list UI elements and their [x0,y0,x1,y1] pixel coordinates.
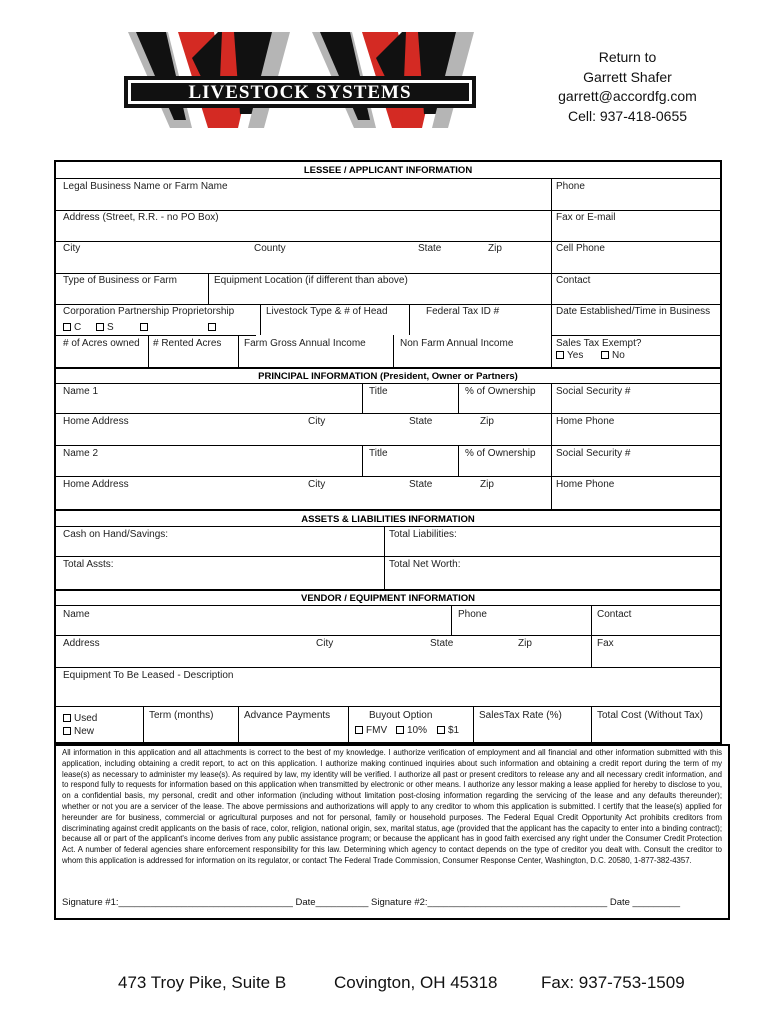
acres-owned-field[interactable]: # of Acres owned [63,338,140,349]
phone-field[interactable]: Phone [556,181,585,192]
address-field[interactable]: Address (Street, R.R. - no PO Box) [63,212,219,223]
vendor-contact-field[interactable]: Contact [597,609,632,620]
county-field[interactable]: County [254,243,286,254]
equipment-location-field[interactable]: Equipment Location (if different than above) [214,275,408,286]
vendor-city-field[interactable]: City [316,638,334,649]
farm-income-field[interactable]: Farm Gross Annual Income [244,338,366,349]
principal-name1-field[interactable]: Name 1 [63,386,99,397]
sales-tax-rate-field[interactable]: SalesTax Rate (%) [479,710,562,721]
checkbox-s[interactable] [96,323,104,331]
buyout-option-label: Buyout Option [369,710,433,721]
livestock-systems-logo [122,28,492,140]
principal-city2-field[interactable]: City [308,479,326,490]
net-worth-field[interactable]: Total Net Worth: [389,559,461,570]
checkbox-1dollar[interactable] [437,726,445,734]
livestock-field[interactable]: Livestock Type & # of Head [266,306,388,317]
buyout-1dollar-option[interactable]: $1 [437,725,459,736]
condition-new-option[interactable]: New [63,726,94,737]
advance-payments-field[interactable]: Advance Payments [244,710,331,721]
checkbox-used[interactable] [63,714,71,722]
principal-header: PRINCIPAL INFORMATION (President, Owner or Partners) [258,371,518,382]
principal-home-address1-field[interactable]: Home Address [63,416,129,427]
vendor-name-field[interactable]: Name [63,609,90,620]
type-business-field[interactable]: Type of Business or Farm [63,275,177,286]
checkbox-proprietorship[interactable] [208,323,216,331]
cell-phone-field[interactable]: Cell Phone [556,243,605,254]
checkbox-c[interactable] [63,323,71,331]
total-liabilities-field[interactable]: Total Liabilities: [389,529,457,540]
principal-ownership1-field[interactable]: % of Ownership [465,386,536,397]
fax-email-field[interactable]: Fax or E-mail [556,212,616,223]
return-to-cell: Cell: 937-418-0655 [567,107,688,124]
state-field[interactable]: State [418,243,442,254]
entity-proprietorship-option[interactable] [208,322,219,333]
checkbox-10pct[interactable] [396,726,404,734]
city-field[interactable]: City [63,243,81,254]
principal-home-phone2-field[interactable]: Home Phone [556,479,615,490]
principal-state2-field[interactable]: State [409,479,433,490]
buyout-10pct-option[interactable]: 10% [396,725,427,736]
equipment-description-field[interactable]: Equipment To Be Leased - Description [63,670,234,681]
vendor-address-field[interactable]: Address [63,638,100,649]
legal-name-field[interactable]: Legal Business Name or Farm Name [63,181,228,192]
return-to-block [540,48,715,126]
sales-tax-yes[interactable]: Yes [556,350,583,361]
total-cost-field[interactable]: Total Cost (Without Tax) [597,710,703,721]
federal-tax-field[interactable]: Federal Tax ID # [426,306,500,317]
vendor-phone-field[interactable]: Phone [458,609,487,620]
principal-zip2-field[interactable]: Zip [480,479,494,490]
return-to-label: Return to [598,49,657,65]
principal-home-address2-field[interactable]: Home Address [63,479,129,490]
principal-ownership2-field[interactable]: % of Ownership [465,448,536,459]
return-to-name: Garrett Shafer [583,68,672,85]
entity-partnership-option[interactable] [140,322,151,333]
checkbox-new[interactable] [63,727,71,735]
checkbox-no[interactable] [601,351,609,359]
principal-city1-field[interactable]: City [308,416,326,427]
footer-fax: Fax: 937-753-1509 [541,973,685,992]
footer-city: Covington, OH 45318 [334,973,498,992]
cash-savings-field[interactable]: Cash on Hand/Savings: [63,529,169,540]
disclaimer-text: All information in this application and all attachments is correct to the best of my knowledge. I authorize verification of employment and all financial and other information submitted with this application, including obtaining a credit report, to act on this application. I authorize making continued inquiries about such information and obtaining a credit report during the term of my lease(s) as necessary to administer my lease(s). As required by law, my identity will be verified. I authorize all past or present creditors to release any and all necessary credit information, and to respond fully to requests for information based on this application when transmitted by electronic or other means. I authorize any lessor making a lease applied for hereby to disclose to you, on a confidential basis, my personal, credit and other information (including without limitation post-closing information regarding the servicing of the lease and any defaults thereunder); whether or not you are a servicer of the lease. The above permissions and authorizations will apply to any creditor to whom this application is submitted. I certify that the lease(s) applied for hereunder are for business, commercial or agricultural purposes and not for personal, family or household purposes. The Federal Equal Credit Opportunity Act prohibits creditors from discriminating against credit applicants on the basis of race, color, religion, national origin, sex, marital status, age (provided that the applicant has the capacity to enter into a binding contract); because all or part of the applicant's income derives from any public assistance program; or because the applicant has in good faith exercised any right under the Consumer Credit Protection Act. A number of federal agencies share enforcement responsibility for this law. Determining which agency to contact depends on the type of creditor you dealt with. Consult the creditor to whom this application is addressed for information on its regulator, or contact The Federal Trade Commission, Consumer Response Center, Washington, D.C. 20580, 1-877-382-4357. [62,748,722,865]
vendor-zip-field[interactable]: Zip [518,638,532,649]
principal-title1-field[interactable]: Title [369,386,388,397]
logo-text: LIVESTOCK SYSTEMS [188,82,412,103]
entity-c-option[interactable]: C [63,322,81,333]
checkbox-fmv[interactable] [355,726,363,734]
principal-state1-field[interactable]: State [409,416,433,427]
return-to-email[interactable]: garrett@accordfg.com [558,88,697,104]
sales-tax-no[interactable]: No [601,350,625,361]
term-months-field[interactable]: Term (months) [149,710,214,721]
application-form [54,160,722,744]
buyout-fmv-option[interactable]: FMV [355,725,387,736]
entity-type-label: Corporation Partnership Proprietorship [63,306,235,317]
lessee-header: LESSEE / APPLICANT INFORMATION [303,165,473,176]
principal-name2-field[interactable]: Name 2 [63,448,99,459]
principal-zip1-field[interactable]: Zip [480,416,494,427]
total-assets-field[interactable]: Total Assts: [63,559,114,570]
vendor-fax-field[interactable]: Fax [597,638,614,649]
zip-field[interactable]: Zip [488,243,502,254]
checkbox-partnership[interactable] [140,323,148,331]
condition-used-option[interactable]: Used [63,713,97,724]
authorization-disclaimer [54,744,730,920]
sales-tax-exempt-label: Sales Tax Exempt? [556,338,642,349]
checkbox-yes[interactable] [556,351,564,359]
signature-line[interactable]: Signature #1:_________________________________ Date__________ Signature #2:__________________________________ Date _________ [62,897,681,908]
rented-acres-field[interactable]: # Rented Acres [153,338,222,349]
footer-address: 473 Troy Pike, Suite B [118,973,287,992]
principal-ssn2-field[interactable]: Social Security # [556,448,631,459]
entity-s-option[interactable]: S [96,322,114,333]
date-established-field[interactable]: Date Established/Time in Business [556,306,711,317]
assets-header: ASSETS & LIABILITIES INFORMATION [301,514,475,525]
principal-title2-field[interactable]: Title [369,448,388,459]
nonfarm-income-field[interactable]: Non Farm Annual Income [400,338,514,349]
principal-ssn1-field[interactable]: Social Security # [556,386,631,397]
contact-field[interactable]: Contact [556,275,591,286]
vendor-state-field[interactable]: State [430,638,454,649]
vendor-header: VENDOR / EQUIPMENT INFORMATION [301,593,475,604]
principal-home-phone1-field[interactable]: Home Phone [556,416,615,427]
